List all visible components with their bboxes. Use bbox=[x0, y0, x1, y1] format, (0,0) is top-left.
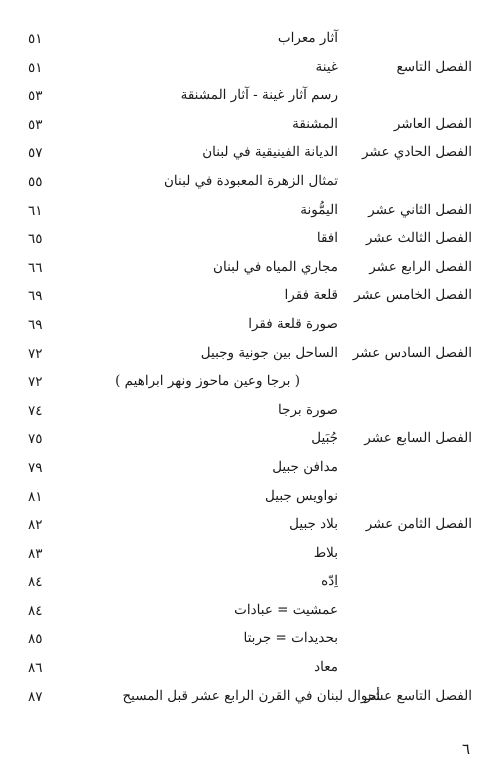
entry-title: آثار معراب bbox=[277, 30, 338, 46]
entry-title: الديانة الفينيقية في لبنان bbox=[202, 144, 338, 161]
entry-title: مدافن جبيل bbox=[272, 458, 338, 475]
entry-page-number: ٨٢ bbox=[28, 517, 43, 534]
toc-entry bbox=[0, 312, 500, 341]
toc-entry bbox=[0, 626, 500, 655]
toc-entry bbox=[0, 655, 500, 684]
toc-entry bbox=[0, 226, 500, 255]
toc-entry bbox=[0, 55, 500, 84]
chapter-label: الفصل السادس عشر bbox=[352, 344, 472, 361]
entry-page-number: ٥٧ bbox=[28, 145, 43, 162]
entry-page-number: ٥١ bbox=[28, 59, 43, 76]
entry-page-number: ٨٣ bbox=[28, 545, 43, 562]
toc-entry bbox=[0, 341, 500, 370]
entry-title: بلاط bbox=[313, 544, 338, 561]
toc-entry bbox=[0, 541, 500, 570]
chapter-label: الفصل التاسع bbox=[396, 58, 472, 75]
entry-title: صورة قلعة فقرا bbox=[248, 315, 338, 332]
entry-title: عمشيت = عبادات bbox=[234, 601, 338, 618]
entry-title: أحوال لبنان في القرن الرابع عشر قبل المسيح bbox=[122, 687, 380, 704]
entry-title: نواويس جبيل bbox=[265, 487, 338, 504]
entry-page-number: ٨٦ bbox=[28, 660, 43, 677]
toc-entry bbox=[0, 512, 500, 541]
entry-page-number: ٦٥ bbox=[28, 231, 43, 248]
entry-page-number: ٧٢ bbox=[28, 345, 43, 362]
entry-title: بلاد جبيل bbox=[289, 516, 338, 533]
toc-entry bbox=[0, 169, 500, 198]
toc-entry bbox=[0, 369, 500, 398]
entry-title: مجاري المياه في لبنان bbox=[213, 258, 338, 275]
chapter-label: الفصل التاسع عشر bbox=[364, 687, 472, 704]
entry-page-number: ٨٤ bbox=[28, 602, 43, 619]
entry-title: رسم آثار غينة - آثار المشنقة bbox=[180, 87, 338, 104]
entry-title: اِدّه bbox=[321, 573, 338, 590]
toc-entry bbox=[0, 283, 500, 312]
entry-page-number: ٦٩ bbox=[28, 316, 43, 333]
entry-title: اليمُّونة bbox=[300, 201, 338, 218]
entry-title: جُبَيل bbox=[311, 430, 338, 447]
entry-page-number: ٥٥ bbox=[28, 173, 43, 190]
entry-title: غينة bbox=[315, 58, 338, 75]
chapter-label: الفصل الحادي عشر bbox=[361, 144, 472, 161]
toc-entry bbox=[0, 484, 500, 513]
entry-page-number: ٧٥ bbox=[28, 431, 43, 448]
toc-entry bbox=[0, 455, 500, 484]
entry-title: افقا bbox=[316, 230, 338, 247]
toc-entry bbox=[0, 598, 500, 627]
page-number: ٦ bbox=[461, 740, 470, 758]
toc-entry bbox=[0, 398, 500, 427]
entry-page-number: ٨٧ bbox=[28, 688, 43, 705]
toc-entry bbox=[0, 112, 500, 141]
entry-page-number: ٧٩ bbox=[28, 459, 43, 476]
entry-title: قلعة فقرا bbox=[284, 287, 338, 304]
entry-page-number: ٦٩ bbox=[28, 288, 43, 305]
entry-page-number: ٧٢ bbox=[28, 374, 43, 391]
entry-page-number: ٦١ bbox=[28, 202, 43, 219]
chapter-label: الفصل الخامس عشر bbox=[354, 287, 472, 304]
entry-page-number: ٥٣ bbox=[28, 116, 43, 133]
chapter-label: الفصل العاشر bbox=[393, 115, 472, 132]
toc-entry bbox=[0, 684, 500, 713]
entry-title: الساحل بين جونية وجبيل bbox=[200, 344, 338, 361]
entry-page-number: ٨٤ bbox=[28, 574, 43, 591]
chapter-label: الفصل الرابع عشر bbox=[369, 258, 472, 275]
entry-page-number: ٨٥ bbox=[28, 631, 43, 648]
chapter-label: الفصل الثامن عشر bbox=[365, 516, 472, 533]
entry-page-number: ٧٤ bbox=[28, 402, 43, 419]
entry-page-number: ٨١ bbox=[28, 488, 43, 505]
toc-entry bbox=[0, 198, 500, 227]
entry-title: صورة برجا bbox=[278, 401, 338, 418]
entry-title: تمثال الزهرة المعبودة في لبنان bbox=[164, 172, 338, 189]
entry-title: معاد bbox=[314, 659, 338, 676]
toc-entry bbox=[0, 26, 500, 55]
entry-page-number: ٥٣ bbox=[28, 88, 43, 105]
toc-entry bbox=[0, 83, 500, 112]
entry-page-number: ٦٦ bbox=[28, 259, 43, 276]
toc-entry bbox=[0, 569, 500, 598]
entry-title: ( برجا وعين ماحوز ونهر ابراهيم ) bbox=[115, 373, 300, 390]
toc-entry bbox=[0, 426, 500, 455]
table-of-contents bbox=[0, 26, 500, 712]
toc-entry bbox=[0, 140, 500, 169]
toc-entry bbox=[0, 255, 500, 284]
entry-title: بحديدات = جربتا bbox=[243, 630, 338, 647]
entry-title: المشنقة bbox=[292, 115, 338, 132]
chapter-label: الفصل الثاني عشر bbox=[368, 201, 472, 218]
chapter-label: الفصل السابع عشر bbox=[364, 430, 472, 447]
entry-page-number: ٥١ bbox=[28, 31, 43, 47]
chapter-label: الفصل الثالث عشر bbox=[365, 230, 472, 247]
